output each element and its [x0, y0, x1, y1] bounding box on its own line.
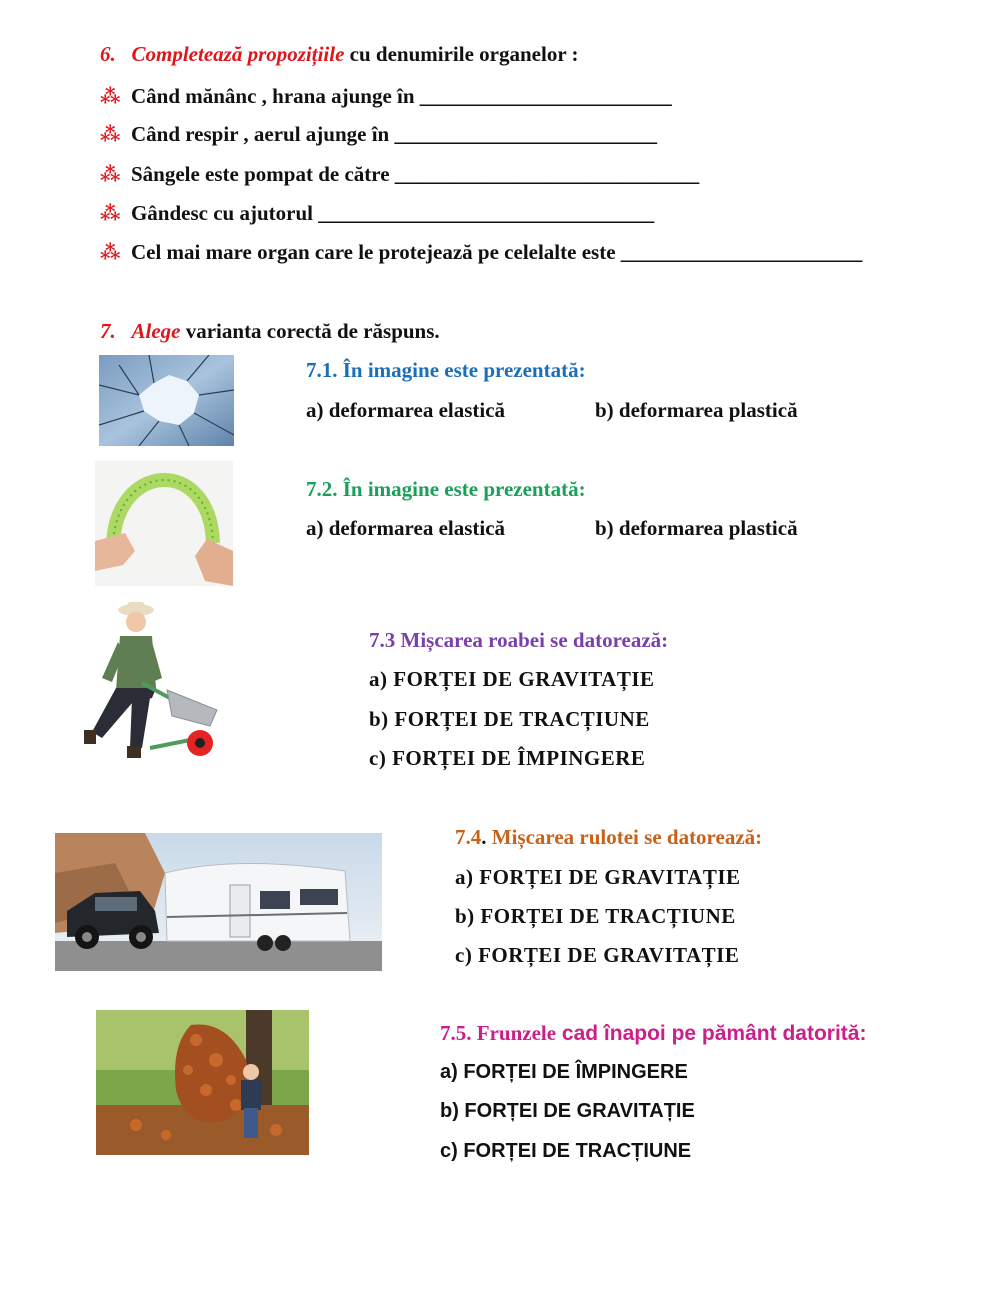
item-text: Gândesc cu ajutorul — [130, 201, 319, 225]
q73-option-b[interactable]: b) FORȚEI DE TRACȚIUNE — [369, 707, 650, 731]
q74-option-a[interactable]: a) FORȚEI DE GRAVITAȚIE — [455, 865, 741, 889]
answer-blank[interactable]: ________________________ — [419, 84, 672, 108]
section6-item-3 — [100, 162, 699, 187]
answer-blank[interactable]: _______________________ — [620, 240, 863, 264]
question-7-1-label: 7.1. În imagine este prezentată: — [306, 358, 586, 382]
wheelbarrow-man-image — [72, 598, 224, 768]
item-text: Când mănânc , hrana ajunge în — [130, 84, 420, 108]
item-text: Când respir , aerul ajunge în — [130, 122, 395, 146]
falling-leaves-image — [96, 1010, 309, 1155]
section7-title-rest: varianta corectă de răspuns. — [180, 319, 440, 343]
section7-title — [100, 319, 440, 344]
question-7-4-label — [455, 825, 762, 850]
section6-number: 6. — [100, 42, 116, 66]
q75-option-a[interactable]: a) FORȚEI DE ÎMPINGERE — [440, 1061, 688, 1083]
section6-title — [100, 42, 579, 67]
q74-option-c[interactable]: c) FORȚEI DE GRAVITAȚIE — [455, 943, 740, 967]
q72-option-a[interactable]: a) deformarea elastică — [306, 516, 506, 540]
q75-label-serif: 7.5. Frunzele — [440, 1021, 557, 1045]
section6-item-1 — [100, 84, 672, 109]
q74-label-text: Mișcarea rulotei se datorează: — [486, 825, 763, 849]
broken-glass-image — [99, 355, 234, 446]
q72-option-b[interactable]: b) deformarea plastică — [595, 516, 798, 540]
q74-option-b[interactable]: b) FORȚEI DE TRACȚIUNE — [455, 904, 736, 928]
q73-option-a[interactable]: a) FORȚEI DE GRAVITAȚIE — [369, 667, 655, 691]
answer-blank[interactable]: ________________________________ — [318, 201, 655, 225]
asterism-bullet-icon: ⁂ — [100, 86, 121, 108]
item-text: Cel mai mare organ care le protejează pe celelalte este — [130, 240, 621, 264]
q75-option-b[interactable]: b) FORȚEI DE GRAVITAȚIE — [440, 1100, 695, 1122]
question-7-3-label: 7.3 Mișcarea roabei se datorează: — [369, 628, 669, 652]
section7-title-italic: Alege — [131, 319, 181, 343]
asterism-bullet-icon: ⁂ — [100, 124, 121, 146]
asterism-bullet-icon: ⁂ — [100, 242, 121, 264]
q75-option-c[interactable]: c) FORȚEI DE TRACȚIUNE — [440, 1140, 692, 1162]
question-7-5-label — [440, 1021, 866, 1046]
section6-title-rest: cu denumirile organelor : — [344, 42, 579, 66]
q71-option-b[interactable]: b) deformarea plastică — [595, 398, 798, 422]
section6-title-italic: Completează propozițiile — [131, 42, 345, 66]
bent-ruler-image — [95, 461, 233, 586]
section6-item-5 — [100, 240, 862, 265]
section6-item-4 — [100, 201, 654, 226]
asterism-bullet-icon: ⁂ — [100, 164, 121, 186]
question-7-2-label: 7.2. În imagine este prezentată: — [306, 477, 586, 501]
item-text: Sângele este pompat de către — [130, 162, 395, 186]
q75-label-sans: cad înapoi pe pământ datorită: — [556, 1022, 867, 1045]
asterism-bullet-icon: ⁂ — [100, 203, 121, 225]
answer-blank[interactable]: _________________________ — [394, 122, 657, 146]
q71-option-a[interactable]: a) deformarea elastică — [306, 398, 506, 422]
caravan-car-image — [55, 833, 382, 971]
q74-label-dot: . — [481, 825, 487, 849]
q73-option-c[interactable]: c) FORȚEI DE ÎMPINGERE — [369, 746, 646, 770]
section7-number: 7. — [100, 319, 116, 343]
section6-item-2 — [100, 122, 657, 147]
q74-label-number: 7.4 — [455, 825, 482, 849]
answer-blank[interactable]: _____________________________ — [394, 162, 700, 186]
